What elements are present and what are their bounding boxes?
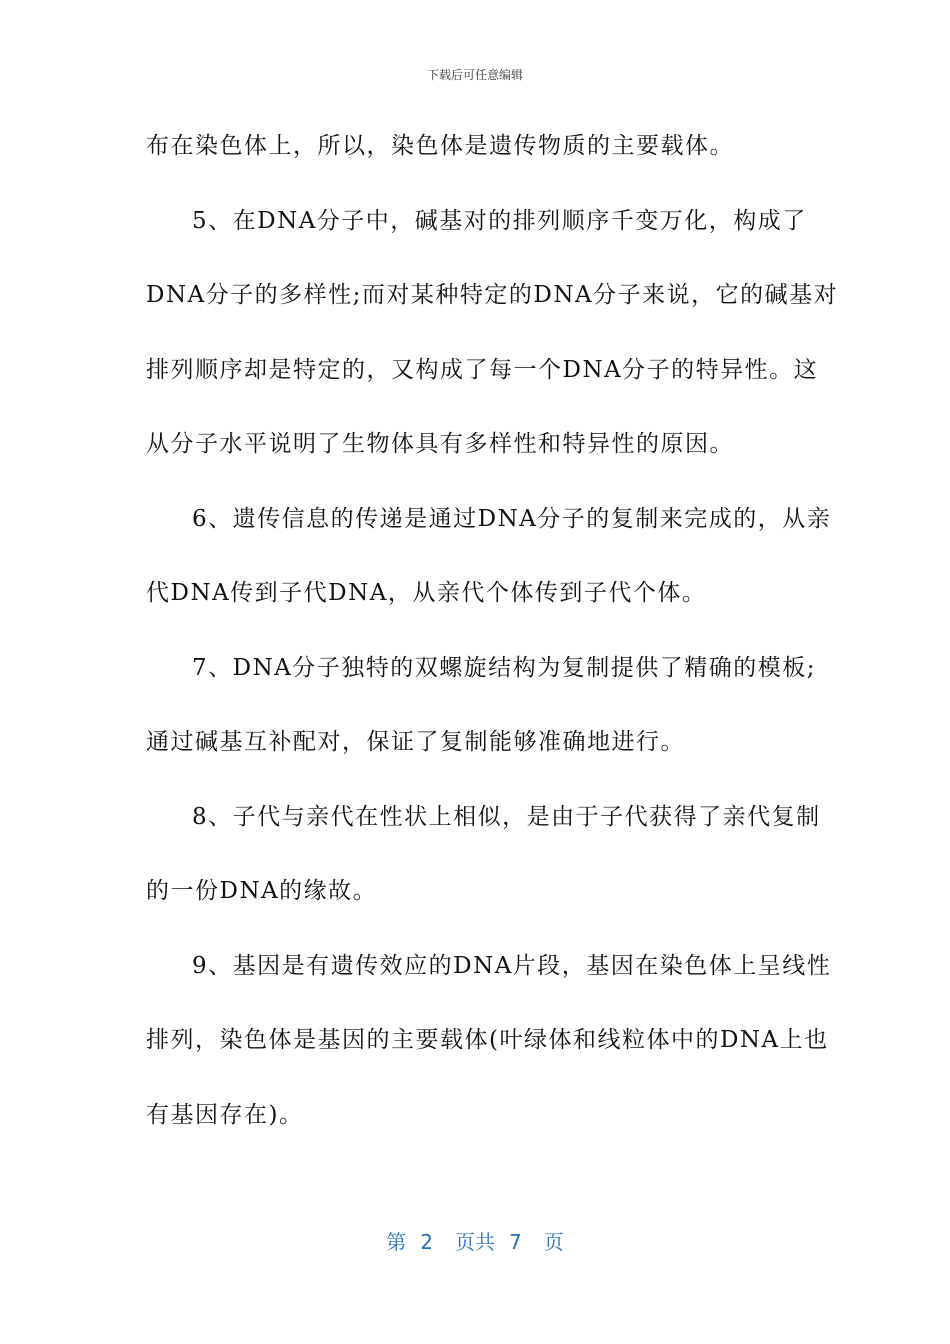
footer-middle: 页共: [455, 1230, 495, 1254]
text-line: 从分子水平说明了生物体具有多样性和特异性的原因。: [146, 431, 734, 457]
text-line: 有基因存在)。: [146, 1101, 304, 1128]
text-line: 8、子代与亲代在性状上相似，是由于子代获得了亲代复制: [192, 803, 821, 830]
text-line: 7、DNA分子独特的双螺旋结构为复制提供了精确的模板;: [192, 654, 817, 681]
footer-suffix: 页: [543, 1230, 564, 1254]
text-line: 排列，染色体是基因的主要载体(叶绿体和线粒体中的DNA上也: [146, 1027, 829, 1053]
text-line: 代DNA传到子代DNA，从亲代个体传到子代个体。: [146, 580, 707, 606]
text-line: 5、在DNA分子中，碱基对的排列顺序千变万化，构成了: [192, 207, 807, 234]
footer-current-page: 2: [420, 1230, 433, 1254]
text-line: 布在染色体上，所以，染色体是遗传物质的主要载体。: [146, 133, 734, 159]
text-line: 的一份DNA的缘故。: [146, 878, 378, 904]
page-footer: [0, 1226, 950, 1255]
footer-prefix: 第: [386, 1230, 407, 1254]
footer-total-pages: 7: [509, 1230, 522, 1254]
document-body: [146, 118, 839, 1161]
text-line: 9、基因是有遗传效应的DNA片段，基因在染色体上呈线性: [192, 952, 832, 979]
text-line: 通过碱基互补配对，保证了复制能够准确地进行。: [146, 729, 685, 755]
page-header-note: 下载后可任意编辑: [426, 68, 523, 82]
text-line: 6、遗传信息的传递是通过DNA分子的复制来完成的，从亲: [192, 505, 832, 532]
text-line: DNA分子的多样性;而对某种特定的DNA分子来说，它的碱基对: [146, 282, 839, 308]
text-line: 排列顺序却是特定的，又构成了每一个DNA分子的特异性。这: [146, 356, 819, 383]
